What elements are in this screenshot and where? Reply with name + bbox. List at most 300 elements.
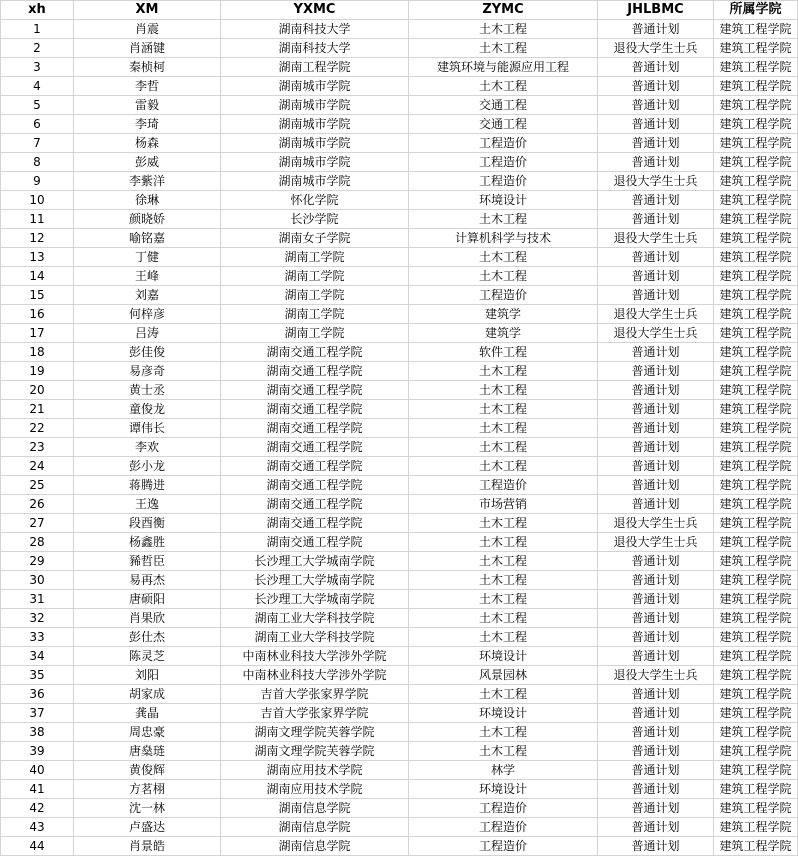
cell-jhlbmc[interactable]: 退役大学生士兵 [598,324,714,343]
cell-yxmc[interactable]: 怀化学院 [221,191,409,210]
cell-college[interactable]: 建筑工程学院 [714,799,798,818]
cell-yxmc[interactable]: 湖南城市学院 [221,172,409,191]
cell-xh[interactable]: 7 [1,134,74,153]
cell-jhlbmc[interactable]: 退役大学生士兵 [598,172,714,191]
cell-xh[interactable]: 33 [1,628,74,647]
cell-yxmc[interactable]: 湖南工业大学科技学院 [221,628,409,647]
column-header-xh[interactable]: xh [1,1,74,20]
cell-xh[interactable]: 25 [1,476,74,495]
cell-college[interactable]: 建筑工程学院 [714,666,798,685]
cell-jhlbmc[interactable]: 普通计划 [598,343,714,362]
cell-zymc[interactable]: 土木工程 [409,457,598,476]
cell-xh[interactable]: 18 [1,343,74,362]
cell-xm[interactable]: 谭伟长 [74,419,221,438]
table-row [1,229,798,248]
cell-xm[interactable]: 王峰 [74,267,221,286]
cell-yxmc[interactable]: 湖南交通工程学院 [221,476,409,495]
cell-zymc[interactable]: 环境设计 [409,647,598,666]
cell-xm[interactable]: 肖涵键 [74,39,221,58]
cell-xh[interactable]: 24 [1,457,74,476]
cell-yxmc[interactable]: 湖南交通工程学院 [221,438,409,457]
table-row [1,533,798,552]
cell-zymc[interactable]: 土木工程 [409,628,598,647]
cell-yxmc[interactable]: 湖南工学院 [221,267,409,286]
table-row [1,248,798,267]
cell-xh[interactable]: 19 [1,362,74,381]
cell-zymc[interactable]: 工程造价 [409,799,598,818]
cell-xh[interactable]: 10 [1,191,74,210]
cell-college[interactable]: 建筑工程学院 [714,172,798,191]
cell-xm[interactable]: 豨哲臣 [74,552,221,571]
cell-xm[interactable]: 李紫洋 [74,172,221,191]
cell-college[interactable]: 建筑工程学院 [714,514,798,533]
cell-xh[interactable]: 5 [1,96,74,115]
cell-yxmc[interactable]: 湖南交通工程学院 [221,343,409,362]
cell-xh[interactable]: 27 [1,514,74,533]
column-header-college[interactable]: 所属学院 [714,1,798,20]
cell-xm[interactable]: 吕涛 [74,324,221,343]
cell-college[interactable]: 建筑工程学院 [714,628,798,647]
cell-college[interactable]: 建筑工程学院 [714,248,798,267]
cell-xm[interactable]: 陈灵芝 [74,647,221,666]
cell-college[interactable]: 建筑工程学院 [714,400,798,419]
cell-zymc[interactable]: 土木工程 [409,400,598,419]
cell-jhlbmc[interactable]: 普通计划 [598,438,714,457]
cell-jhlbmc[interactable]: 普通计划 [598,590,714,609]
table-row [1,628,798,647]
cell-yxmc[interactable]: 湖南城市学院 [221,115,409,134]
cell-zymc[interactable]: 工程造价 [409,818,598,837]
cell-xh[interactable]: 14 [1,267,74,286]
cell-zymc[interactable]: 土木工程 [409,609,598,628]
cell-xm[interactable]: 李哲 [74,77,221,96]
cell-zymc[interactable]: 土木工程 [409,723,598,742]
cell-xh[interactable]: 41 [1,780,74,799]
table-row [1,438,798,457]
cell-college[interactable]: 建筑工程学院 [714,362,798,381]
cell-yxmc[interactable]: 湖南科技大学 [221,20,409,39]
cell-college[interactable]: 建筑工程学院 [714,286,798,305]
cell-xm[interactable]: 刘阳 [74,666,221,685]
table-row [1,552,798,571]
cell-yxmc[interactable]: 湖南城市学院 [221,134,409,153]
table-row [1,324,798,343]
cell-xm[interactable]: 肖景皓 [74,837,221,856]
cell-zymc[interactable]: 环境设计 [409,191,598,210]
cell-jhlbmc[interactable]: 普通计划 [598,799,714,818]
cell-college[interactable]: 建筑工程学院 [714,742,798,761]
cell-zymc[interactable]: 工程造价 [409,837,598,856]
cell-jhlbmc[interactable]: 普通计划 [598,96,714,115]
cell-zymc[interactable]: 工程造价 [409,172,598,191]
cell-zymc[interactable]: 工程造价 [409,476,598,495]
header-row [1,1,798,20]
cell-zymc[interactable]: 环境设计 [409,780,598,799]
cell-college[interactable]: 建筑工程学院 [714,267,798,286]
cell-college[interactable]: 建筑工程学院 [714,153,798,172]
cell-jhlbmc[interactable]: 普通计划 [598,476,714,495]
cell-zymc[interactable]: 建筑学 [409,305,598,324]
table-row [1,400,798,419]
cell-zymc[interactable]: 林学 [409,761,598,780]
cell-college[interactable]: 建筑工程学院 [714,647,798,666]
cell-xh[interactable]: 44 [1,837,74,856]
cell-jhlbmc[interactable]: 普通计划 [598,77,714,96]
cell-college[interactable]: 建筑工程学院 [714,77,798,96]
cell-jhlbmc[interactable]: 普通计划 [598,210,714,229]
cell-xh[interactable]: 26 [1,495,74,514]
table-row [1,381,798,400]
cell-college[interactable]: 建筑工程学院 [714,438,798,457]
cell-xm[interactable]: 肖果欣 [74,609,221,628]
cell-yxmc[interactable]: 湖南交通工程学院 [221,362,409,381]
cell-xh[interactable]: 15 [1,286,74,305]
cell-yxmc[interactable]: 湖南应用技术学院 [221,780,409,799]
cell-xh[interactable]: 8 [1,153,74,172]
table-row [1,514,798,533]
cell-jhlbmc[interactable]: 普通计划 [598,20,714,39]
cell-xm[interactable]: 彭威 [74,153,221,172]
cell-jhlbmc[interactable]: 普通计划 [598,457,714,476]
cell-college[interactable]: 建筑工程学院 [714,58,798,77]
cell-jhlbmc[interactable]: 普通计划 [598,609,714,628]
cell-yxmc[interactable]: 湖南工程学院 [221,58,409,77]
cell-zymc[interactable]: 土木工程 [409,514,598,533]
cell-xh[interactable]: 39 [1,742,74,761]
cell-college[interactable]: 建筑工程学院 [714,476,798,495]
cell-college[interactable]: 建筑工程学院 [714,191,798,210]
cell-jhlbmc[interactable]: 普通计划 [598,780,714,799]
cell-yxmc[interactable]: 长沙理工大学城南学院 [221,590,409,609]
cell-yxmc[interactable]: 湖南交通工程学院 [221,457,409,476]
cell-xh[interactable]: 6 [1,115,74,134]
cell-jhlbmc[interactable]: 普通计划 [598,153,714,172]
cell-zymc[interactable]: 土木工程 [409,571,598,590]
cell-jhlbmc[interactable]: 退役大学生士兵 [598,514,714,533]
cell-zymc[interactable]: 工程造价 [409,286,598,305]
cell-yxmc[interactable]: 湖南城市学院 [221,153,409,172]
cell-xm[interactable]: 杨鑫胜 [74,533,221,552]
cell-college[interactable]: 建筑工程学院 [714,324,798,343]
cell-college[interactable]: 建筑工程学院 [714,609,798,628]
cell-xh[interactable]: 9 [1,172,74,191]
cell-college[interactable]: 建筑工程学院 [714,343,798,362]
cell-xm[interactable]: 沈一林 [74,799,221,818]
cell-xh[interactable]: 13 [1,248,74,267]
cell-yxmc[interactable]: 湖南城市学院 [221,96,409,115]
cell-jhlbmc[interactable]: 普通计划 [598,191,714,210]
cell-xh[interactable]: 20 [1,381,74,400]
cell-xm[interactable]: 李欢 [74,438,221,457]
cell-yxmc[interactable]: 吉首大学张家界学院 [221,685,409,704]
cell-yxmc[interactable]: 湖南科技大学 [221,39,409,58]
cell-jhlbmc[interactable]: 普通计划 [598,267,714,286]
table-row [1,476,798,495]
table-row [1,590,798,609]
cell-xm[interactable]: 方茗栩 [74,780,221,799]
cell-xm[interactable]: 杨森 [74,134,221,153]
cell-xh[interactable]: 31 [1,590,74,609]
cell-xm[interactable]: 彭小龙 [74,457,221,476]
cell-xm[interactable]: 黄士丞 [74,381,221,400]
cell-yxmc[interactable]: 湖南工学院 [221,305,409,324]
table-row [1,666,798,685]
table-row [1,77,798,96]
cell-xh[interactable]: 32 [1,609,74,628]
table-row [1,191,798,210]
table-row [1,704,798,723]
cell-yxmc[interactable]: 湖南文理学院芙蓉学院 [221,723,409,742]
table-row [1,286,798,305]
cell-zymc[interactable]: 工程造价 [409,153,598,172]
cell-xm[interactable]: 徐琳 [74,191,221,210]
cell-jhlbmc[interactable]: 退役大学生士兵 [598,39,714,58]
cell-xm[interactable]: 段酉衡 [74,514,221,533]
cell-yxmc[interactable]: 湖南文理学院芙蓉学院 [221,742,409,761]
cell-zymc[interactable]: 土木工程 [409,438,598,457]
cell-college[interactable]: 建筑工程学院 [714,20,798,39]
cell-xh[interactable]: 35 [1,666,74,685]
cell-jhlbmc[interactable]: 普通计划 [598,381,714,400]
table-row [1,647,798,666]
cell-xm[interactable]: 唐硕阳 [74,590,221,609]
cell-xh[interactable]: 3 [1,58,74,77]
cell-college[interactable]: 建筑工程学院 [714,552,798,571]
cell-jhlbmc[interactable]: 普通计划 [598,115,714,134]
cell-jhlbmc[interactable]: 普通计划 [598,286,714,305]
cell-xh[interactable]: 16 [1,305,74,324]
cell-college[interactable]: 建筑工程学院 [714,780,798,799]
cell-xm[interactable]: 周忠豪 [74,723,221,742]
table-row [1,115,798,134]
cell-zymc[interactable]: 风景园林 [409,666,598,685]
cell-zymc[interactable]: 土木工程 [409,20,598,39]
cell-college[interactable]: 建筑工程学院 [714,837,798,856]
cell-college[interactable]: 建筑工程学院 [714,419,798,438]
column-header-xm[interactable]: XM [74,1,221,20]
cell-xm[interactable]: 何梓彦 [74,305,221,324]
cell-xm[interactable]: 易再杰 [74,571,221,590]
cell-yxmc[interactable]: 中南林业科技大学涉外学院 [221,647,409,666]
cell-xm[interactable]: 彭佳俊 [74,343,221,362]
cell-xh[interactable]: 34 [1,647,74,666]
cell-college[interactable]: 建筑工程学院 [714,210,798,229]
cell-college[interactable]: 建筑工程学院 [714,761,798,780]
cell-xh[interactable]: 23 [1,438,74,457]
cell-yxmc[interactable]: 长沙学院 [221,210,409,229]
cell-jhlbmc[interactable]: 普通计划 [598,419,714,438]
cell-xm[interactable]: 童俊龙 [74,400,221,419]
cell-yxmc[interactable]: 湖南工学院 [221,286,409,305]
cell-yxmc[interactable]: 湖南交通工程学院 [221,419,409,438]
cell-yxmc[interactable]: 湖南工学院 [221,324,409,343]
cell-xh[interactable]: 21 [1,400,74,419]
cell-zymc[interactable]: 建筑环境与能源应用工程 [409,58,598,77]
cell-xh[interactable]: 17 [1,324,74,343]
cell-xh[interactable]: 29 [1,552,74,571]
table-row [1,571,798,590]
cell-jhlbmc[interactable]: 普通计划 [598,58,714,77]
cell-yxmc[interactable]: 吉首大学张家界学院 [221,704,409,723]
table-row [1,495,798,514]
table-row [1,837,798,856]
cell-xm[interactable]: 唐燊琏 [74,742,221,761]
cell-xh[interactable]: 30 [1,571,74,590]
cell-college[interactable]: 建筑工程学院 [714,685,798,704]
cell-xh[interactable]: 38 [1,723,74,742]
column-header-zymc[interactable]: ZYMC [409,1,598,20]
cell-jhlbmc[interactable]: 普通计划 [598,685,714,704]
cell-college[interactable]: 建筑工程学院 [714,229,798,248]
cell-zymc[interactable]: 土木工程 [409,248,598,267]
cell-zymc[interactable]: 土木工程 [409,77,598,96]
cell-zymc[interactable]: 土木工程 [409,267,598,286]
table-row [1,362,798,381]
cell-college[interactable]: 建筑工程学院 [714,818,798,837]
cell-xh[interactable]: 12 [1,229,74,248]
cell-yxmc[interactable]: 中南林业科技大学涉外学院 [221,666,409,685]
cell-xm[interactable]: 刘嘉 [74,286,221,305]
cell-jhlbmc[interactable]: 普通计划 [598,248,714,267]
cell-yxmc[interactable]: 湖南交通工程学院 [221,495,409,514]
cell-jhlbmc[interactable]: 普通计划 [598,837,714,856]
cell-xh[interactable]: 1 [1,20,74,39]
cell-jhlbmc[interactable]: 退役大学生士兵 [598,305,714,324]
cell-zymc[interactable]: 土木工程 [409,210,598,229]
cell-zymc[interactable]: 土木工程 [409,590,598,609]
cell-zymc[interactable]: 土木工程 [409,552,598,571]
cell-college[interactable]: 建筑工程学院 [714,457,798,476]
table-row [1,153,798,172]
cell-xm[interactable]: 胡家成 [74,685,221,704]
table-row [1,210,798,229]
cell-yxmc[interactable]: 湖南应用技术学院 [221,761,409,780]
cell-xh[interactable]: 40 [1,761,74,780]
cell-zymc[interactable]: 工程造价 [409,134,598,153]
cell-xm[interactable]: 秦桢柯 [74,58,221,77]
cell-jhlbmc[interactable]: 退役大学生士兵 [598,533,714,552]
cell-college[interactable]: 建筑工程学院 [714,571,798,590]
cell-zymc[interactable]: 土木工程 [409,419,598,438]
cell-college[interactable]: 建筑工程学院 [714,590,798,609]
cell-yxmc[interactable]: 湖南城市学院 [221,77,409,96]
cell-xh[interactable]: 36 [1,685,74,704]
cell-jhlbmc[interactable]: 普通计划 [598,742,714,761]
cell-jhlbmc[interactable]: 普通计划 [598,761,714,780]
cell-college[interactable]: 建筑工程学院 [714,115,798,134]
cell-zymc[interactable]: 建筑学 [409,324,598,343]
cell-yxmc[interactable]: 湖南交通工程学院 [221,533,409,552]
cell-xm[interactable]: 肖震 [74,20,221,39]
cell-xh[interactable]: 4 [1,77,74,96]
cell-jhlbmc[interactable]: 普通计划 [598,495,714,514]
cell-yxmc[interactable]: 湖南信息学院 [221,799,409,818]
cell-college[interactable]: 建筑工程学院 [714,39,798,58]
cell-xm[interactable]: 丁健 [74,248,221,267]
cell-jhlbmc[interactable]: 普通计划 [598,723,714,742]
cell-jhlbmc[interactable]: 普通计划 [598,628,714,647]
column-header-jhlbmc[interactable]: JHLBMC [598,1,714,20]
cell-college[interactable]: 建筑工程学院 [714,723,798,742]
column-header-yxmc[interactable]: YXMC [221,1,409,20]
cell-yxmc[interactable]: 湖南信息学院 [221,818,409,837]
cell-college[interactable]: 建筑工程学院 [714,305,798,324]
cell-xh[interactable]: 42 [1,799,74,818]
cell-xh[interactable]: 37 [1,704,74,723]
cell-yxmc[interactable]: 湖南女子学院 [221,229,409,248]
cell-xh[interactable]: 28 [1,533,74,552]
cell-zymc[interactable]: 软件工程 [409,343,598,362]
cell-yxmc[interactable]: 湖南工业大学科技学院 [221,609,409,628]
cell-xm[interactable]: 喻铭嘉 [74,229,221,248]
cell-zymc[interactable]: 交通工程 [409,115,598,134]
cell-xm[interactable]: 雷毅 [74,96,221,115]
cell-jhlbmc[interactable]: 普通计划 [598,571,714,590]
cell-zymc[interactable]: 土木工程 [409,685,598,704]
cell-xm[interactable]: 易彦奇 [74,362,221,381]
cell-xm[interactable]: 颜晓娇 [74,210,221,229]
cell-xm[interactable]: 李琦 [74,115,221,134]
cell-zymc[interactable]: 计算机科学与技术 [409,229,598,248]
cell-zymc[interactable]: 环境设计 [409,704,598,723]
cell-jhlbmc[interactable]: 普通计划 [598,134,714,153]
cell-college[interactable]: 建筑工程学院 [714,495,798,514]
cell-zymc[interactable]: 土木工程 [409,362,598,381]
cell-xh[interactable]: 43 [1,818,74,837]
cell-xh[interactable]: 2 [1,39,74,58]
cell-yxmc[interactable]: 长沙理工大学城南学院 [221,552,409,571]
table-row [1,305,798,324]
cell-jhlbmc[interactable]: 退役大学生士兵 [598,666,714,685]
cell-yxmc[interactable]: 湖南交通工程学院 [221,381,409,400]
cell-xm[interactable]: 蒋腾进 [74,476,221,495]
table-row [1,39,798,58]
cell-college[interactable]: 建筑工程学院 [714,704,798,723]
cell-xh[interactable]: 22 [1,419,74,438]
cell-jhlbmc[interactable]: 普通计划 [598,552,714,571]
cell-xm[interactable]: 卢盛达 [74,818,221,837]
cell-zymc[interactable]: 土木工程 [409,381,598,400]
cell-college[interactable]: 建筑工程学院 [714,381,798,400]
cell-zymc[interactable]: 交通工程 [409,96,598,115]
cell-zymc[interactable]: 土木工程 [409,742,598,761]
cell-xm[interactable]: 黄俊辉 [74,761,221,780]
cell-zymc[interactable]: 土木工程 [409,39,598,58]
cell-jhlbmc[interactable]: 普通计划 [598,362,714,381]
cell-jhlbmc[interactable]: 普通计划 [598,818,714,837]
table-row [1,742,798,761]
cell-yxmc[interactable]: 湖南交通工程学院 [221,400,409,419]
cell-yxmc[interactable]: 长沙理工大学城南学院 [221,571,409,590]
cell-jhlbmc[interactable]: 退役大学生士兵 [598,229,714,248]
cell-jhlbmc[interactable]: 普通计划 [598,647,714,666]
cell-jhlbmc[interactable]: 普通计划 [598,704,714,723]
cell-college[interactable]: 建筑工程学院 [714,134,798,153]
cell-xm[interactable]: 龚晶 [74,704,221,723]
cell-college[interactable]: 建筑工程学院 [714,96,798,115]
cell-xh[interactable]: 11 [1,210,74,229]
cell-college[interactable]: 建筑工程学院 [714,533,798,552]
cell-yxmc[interactable]: 湖南工学院 [221,248,409,267]
cell-xm[interactable]: 彭仕杰 [74,628,221,647]
cell-jhlbmc[interactable]: 普通计划 [598,400,714,419]
cell-xm[interactable]: 王逸 [74,495,221,514]
cell-yxmc[interactable]: 湖南信息学院 [221,837,409,856]
cell-zymc[interactable]: 土木工程 [409,533,598,552]
cell-yxmc[interactable]: 湖南交通工程学院 [221,514,409,533]
table-row [1,20,798,39]
cell-zymc[interactable]: 市场营销 [409,495,598,514]
